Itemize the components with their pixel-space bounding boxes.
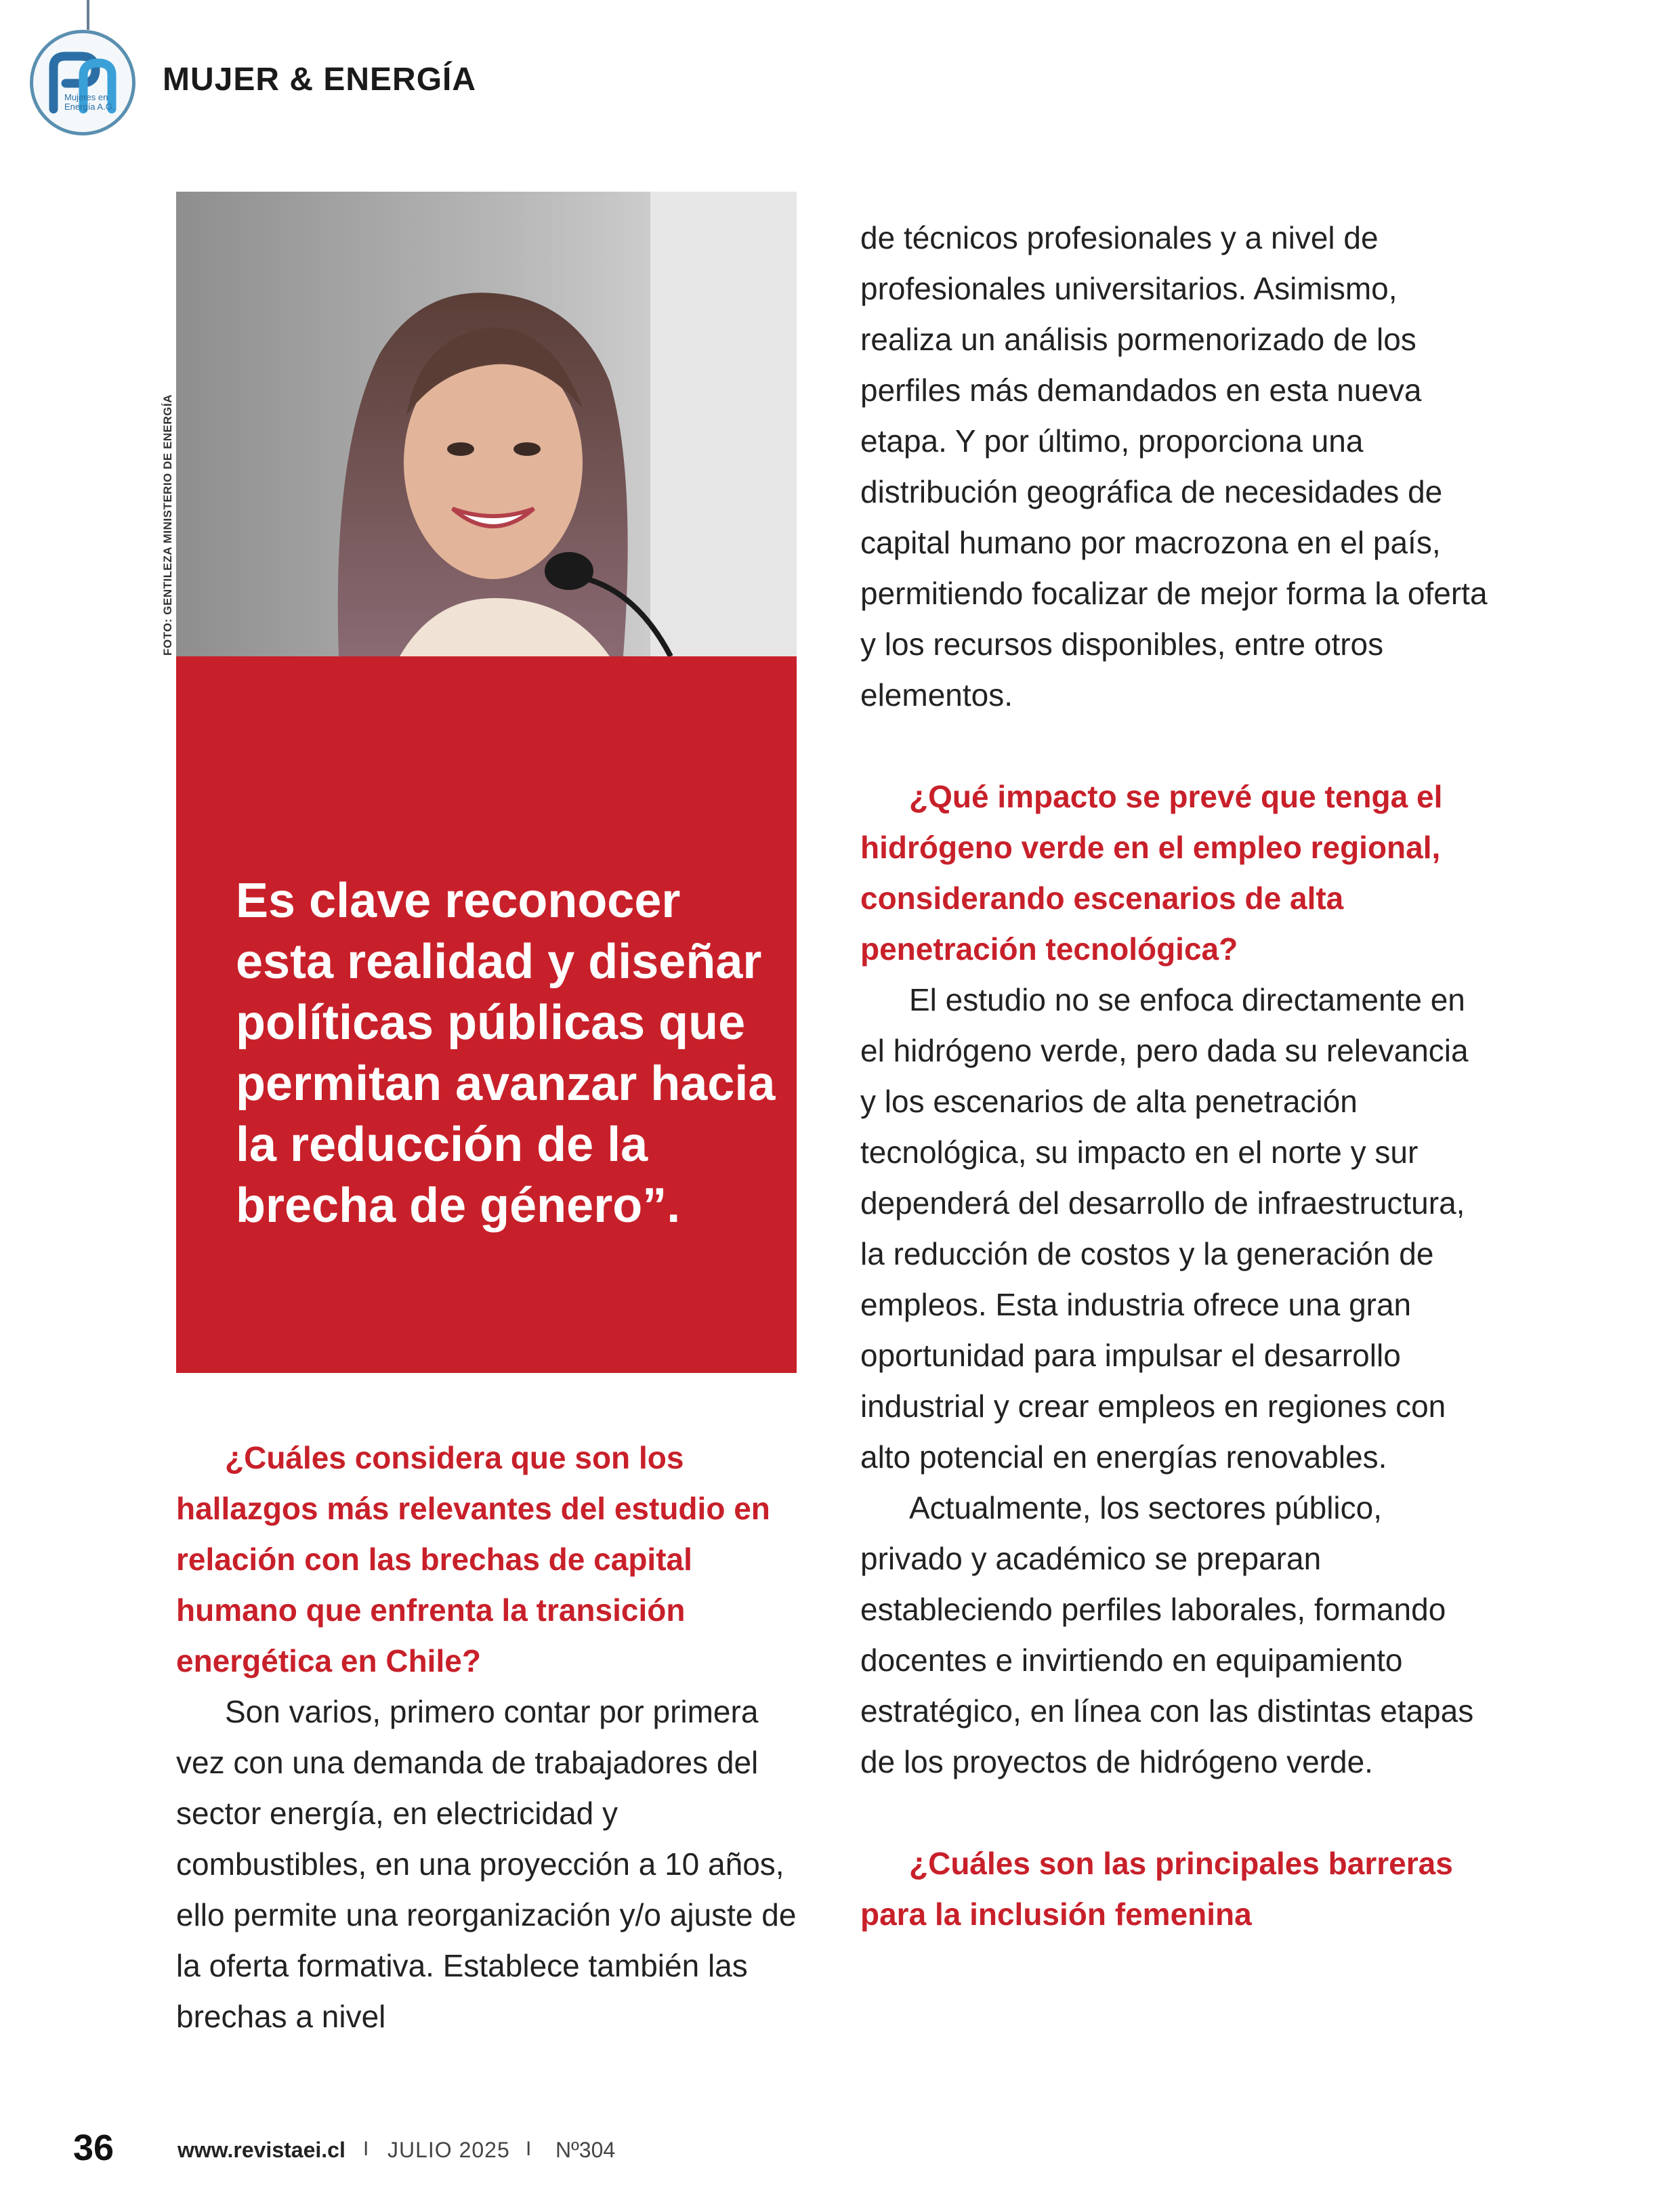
pull-quote-box — [176, 656, 797, 1373]
page-footer — [0, 2127, 1680, 2167]
section-title: MUJER & ENERGÍA — [163, 62, 477, 98]
answer-2-paragraph-1: El estudio no se enfoca directamente en el hidrógeno verde, pero dada su relevancia y los escenarios de alta penetración tecnológica, su impacto en el norte y sur dependerá del desarrollo de infraestructura, la reducción de costos y la generación de empleos. Esta industria ofrece una gran oportunidad para impulsar el desarrollo industrial y crear empleos en regiones con alto potencial en energías renovables. — [860, 982, 1469, 1475]
right-column — [860, 213, 1490, 1940]
photo-credit: FOTO: GENTILEZA MINISTERIO DE ENERGÍA — [161, 394, 174, 656]
footer-url[interactable]: www.revistaei.cl — [177, 2138, 345, 2162]
page-number: 36 — [73, 2128, 114, 2168]
footer-separator: I — [363, 2138, 369, 2160]
answer-2-paragraph-2: Actualmente, los sectores público, privado y académico se preparan estableciendo perfiles laborales, formando docentes e invirtiendo en equipamiento estratégico, en línea con las distintas etapas de los proyectos de hidrógeno verde. — [860, 1490, 1474, 1779]
brand-logo — [30, 30, 135, 135]
paragraph-gap — [860, 1788, 1490, 1838]
question-3: ¿Cuáles son las principales barreras para la inclusión femenina — [860, 1846, 1453, 1932]
footer-date: JULIO 2025 — [387, 2138, 510, 2162]
left-column — [176, 1433, 799, 2042]
question-1: ¿Cuáles considera que son los hallazgos más relevantes del estudio en relación con las brechas de capital humano que enfrenta la transición energética en Chile? — [176, 1440, 770, 1678]
answer-1: Son varios, primero contar por primera vez con una demanda de trabajadores del sector energía, en electricidad y combustibles, en una proyección a 10 años, ello permite una reorganización y/o ajuste de la oferta formativa. Establece también las brechas a nivel — [176, 1694, 797, 2034]
logo-text: Mujeres en Energía A.G. — [64, 92, 115, 112]
portrait-photo — [176, 192, 797, 656]
footer-issue: Nº304 — [555, 2138, 616, 2162]
paragraph-gap — [860, 721, 1490, 771]
header-rule — [87, 0, 89, 30]
logo-mark-icon — [33, 33, 132, 132]
footer-separator: I — [526, 2138, 532, 2160]
question-2: ¿Qué impacto se prevé que tenga el hidrógeno verde en el empleo regional, considerando escenarios de alta penetración tecnológica? — [860, 779, 1443, 967]
pull-quote: Es clave reconocer esta realidad y diseñar políticas públicas que permitan avanzar hacia la reducción de la brecha de género”. — [236, 874, 776, 1233]
answer-1-continued: de técnicos profesionales y a nivel de profesionales universitarios. Asimismo, realiza un análisis pormenorizado de los perfiles más demandados en esta nueva etapa. Y por último, proporciona una distribución geográfica de necesidades de capital humano por macrozona en el país, permitiendo focalizar de mejor forma la oferta y los recursos disponibles, entre otros elementos. — [860, 220, 1488, 713]
